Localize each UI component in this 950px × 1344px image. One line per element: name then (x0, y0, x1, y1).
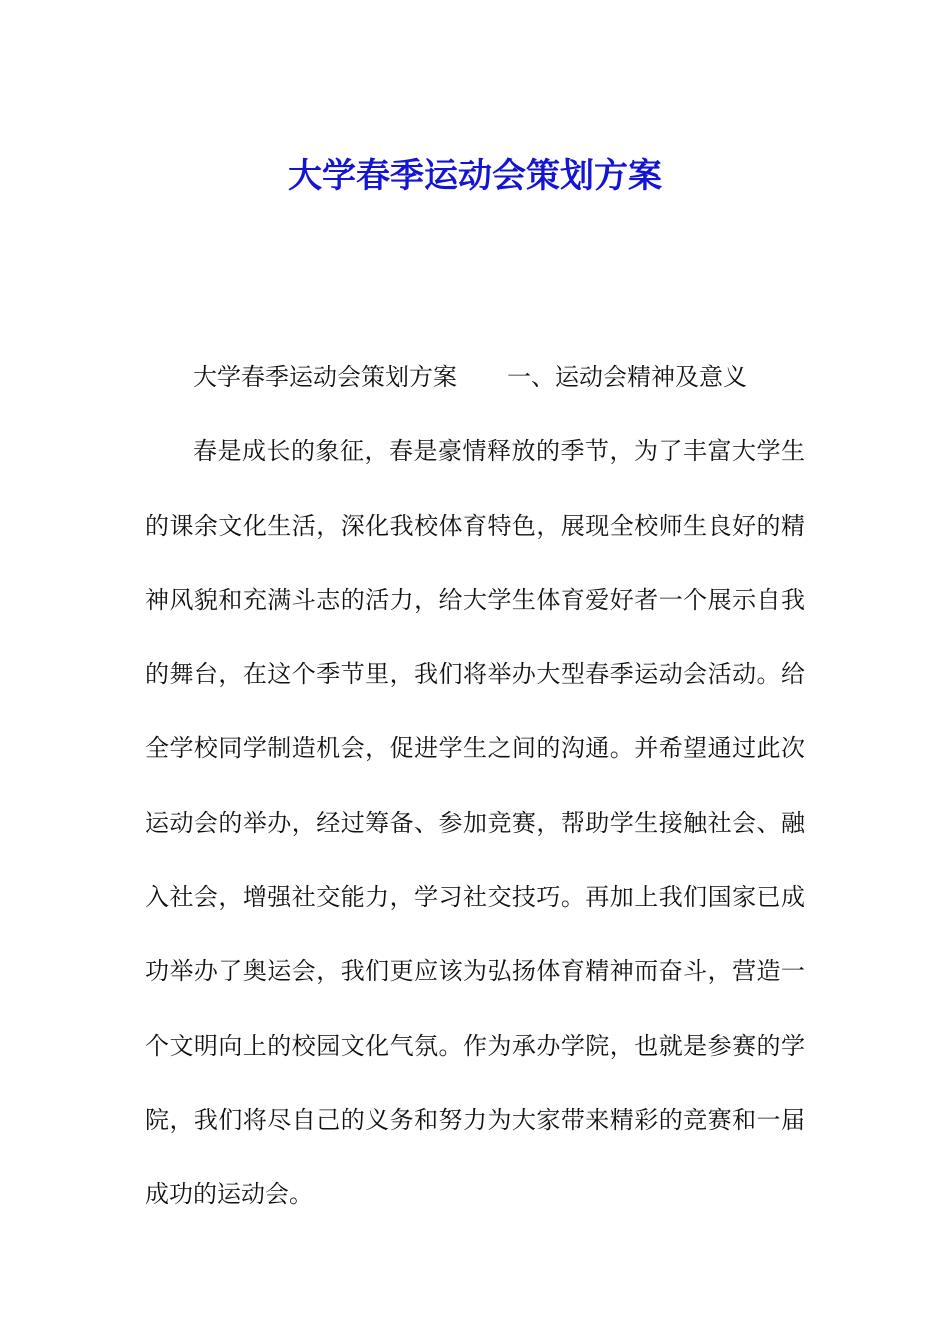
intro-line (145, 340, 805, 414)
document-body (145, 340, 805, 1232)
section-heading: 一、运动会精神及意义 (507, 363, 747, 391)
document-title: 大学春季运动会策划方案 (288, 155, 662, 196)
intro-heading-repeat: 大学春季运动会策划方案 (193, 363, 457, 391)
body-paragraph: 春是成长的象征，春是豪情释放的季节，为了丰富大学生的课余文化生活，深化我校体育特色，展现全校师生良好的精神风貌和充满斗志的活力，给大学生体育爱好者一个展示自我的舞台，在这个季节里，我们将举办大型春季运动会活动。给全学校同学制造机会，促进学生之间的沟通。并希望通过此次运动会的举办，经过筹备、参加竞赛，帮助学生接触社会、融入社会，增强社交能力，学习社交技巧。再加上我们国家已成功举办了奥运会，我们更应该为弘扬体育精神而奋斗，营造一个文明向上的校园文化气氛。作为承办学院，也就是参赛的学院，我们将尽自己的义务和努力为大家带来精彩的竞赛和一届成功的运动会。 (145, 437, 805, 1209)
